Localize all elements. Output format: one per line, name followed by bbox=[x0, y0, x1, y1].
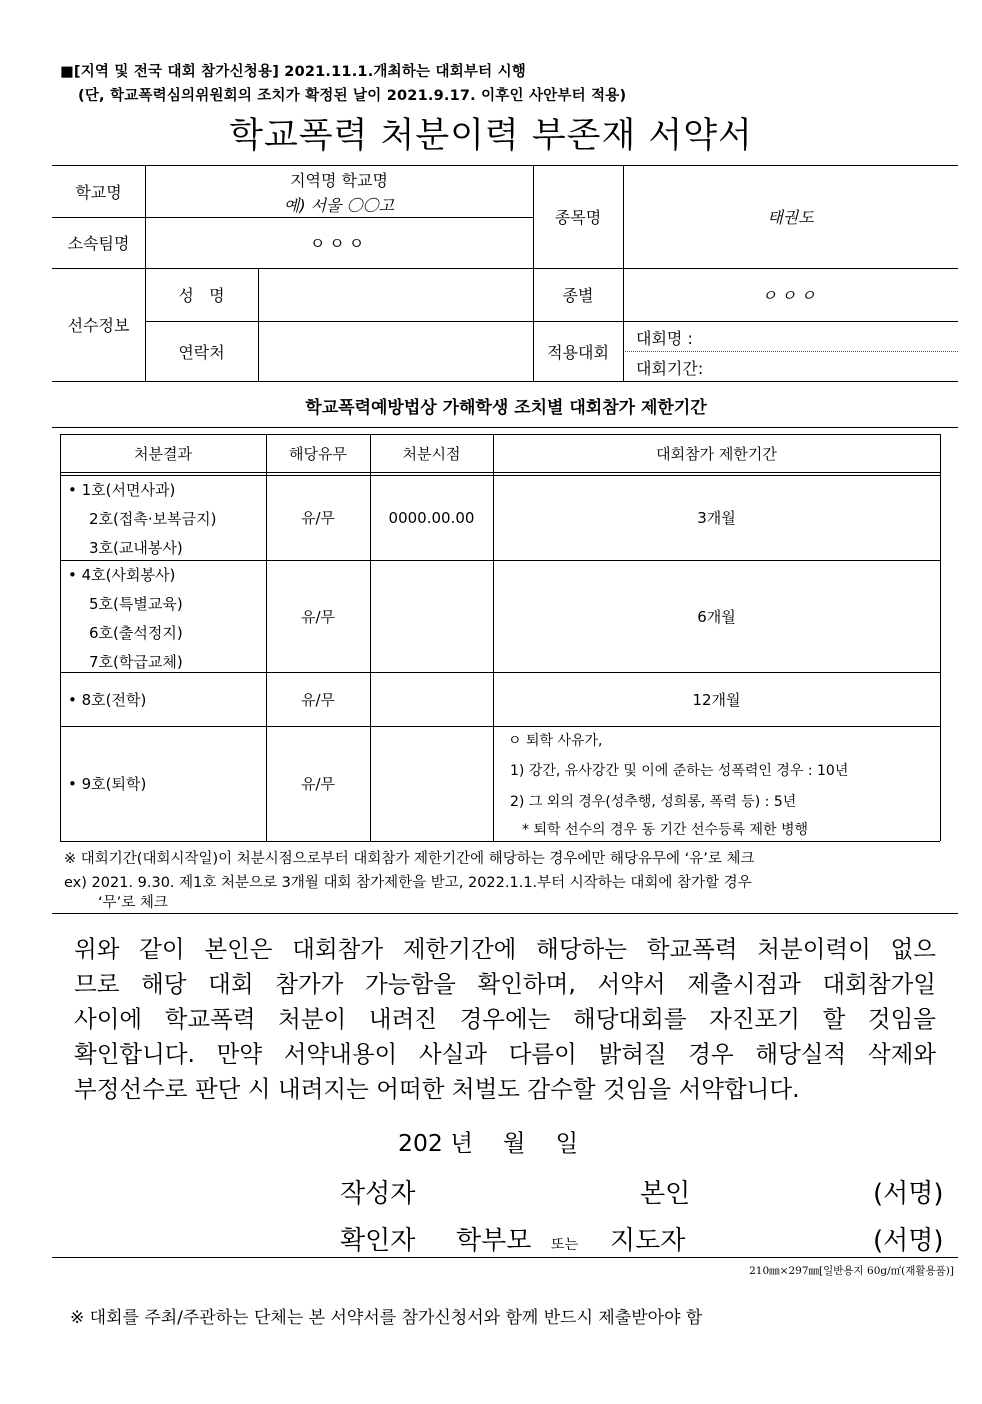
row4-period-line-2: 1) 강간, 유사강간 및 이에 준하는 성폭력인 경우 : 10년 bbox=[510, 763, 849, 779]
name-label: 성 명 bbox=[178, 286, 225, 305]
pledge-line-1: 위와 같이 본인은 대회참가 제한기간에 해당하는 학교폭력 처분이력이 없으 bbox=[74, 935, 936, 963]
note-2-line-2: ‘무’로 체크 bbox=[98, 895, 168, 911]
confirmer-label: 확인자 bbox=[340, 1226, 416, 1256]
date-line: 202 년 월 일 bbox=[398, 1129, 579, 1157]
pledge-line-2: 므로 해당 대회 참가가 가능함을 확인하며, 서약서 제출시점과 대회참가일 bbox=[74, 970, 936, 998]
bottom-note: ※ 대회를 주최/주관하는 단체는 본 서약서를 참가신청서와 함께 반드시 제출받아야 함 bbox=[70, 1308, 703, 1328]
note-1: ※ 대회기간(대회시작일)이 처분시점으로부터 대회참가 제한기간에 해당하는 경우에만 해당유무에 ‘유’로 체크 bbox=[64, 851, 755, 867]
row2-item-1: • 4호(사회봉사) bbox=[68, 566, 176, 584]
row1-period: 3개월 bbox=[697, 509, 736, 527]
restriction-section-title: 학교폭력예방법상 가해학생 조치별 대회참가 제한기간 bbox=[305, 398, 707, 418]
confirmer-parent: 학부모 bbox=[456, 1226, 532, 1256]
name-field[interactable] bbox=[258, 268, 533, 321]
notice-line-1: ■[지역 및 전국 대회 참가신청용] 2021.11.1.개최하는 대회부터 시행 bbox=[60, 64, 526, 80]
school-example: 예) 서울 〇〇고 bbox=[283, 195, 395, 215]
category-label: 종별 bbox=[562, 286, 594, 305]
category-value: ㅇㅇㅇ bbox=[761, 286, 820, 305]
athlete-info-label: 선수정보 bbox=[67, 316, 130, 335]
pledge-line-4: 확인합니다. 만약 서약내용이 사실과 다름이 밝혀질 경우 해당실적 삭제와 bbox=[74, 1040, 936, 1068]
row3-date[interactable] bbox=[370, 672, 493, 726]
competition-label: 적용대회 bbox=[547, 342, 609, 362]
confirmer-signature[interactable]: (서명) bbox=[873, 1226, 944, 1256]
row1-item-3: 3호(교내봉사) bbox=[89, 539, 183, 557]
row3-applicable[interactable]: 유/무 bbox=[300, 690, 336, 709]
row1-applicable[interactable]: 유/무 bbox=[300, 509, 336, 527]
contact-label: 연락처 bbox=[178, 342, 225, 362]
contact-field[interactable] bbox=[258, 321, 533, 381]
row2-applicable[interactable]: 유/무 bbox=[300, 607, 336, 626]
writer-role: 본인 bbox=[640, 1179, 691, 1209]
row2-date[interactable] bbox=[370, 560, 493, 672]
row4-period-line-3: 2) 그 외의 경우(성추행, 성희롱, 폭력 등) : 5년 bbox=[510, 794, 797, 810]
event-label: 종목명 bbox=[554, 208, 602, 227]
competition-name-label: 대회명 : bbox=[636, 329, 693, 348]
row4-period-line-4: * 퇴학 선수의 경우 동 기간 선수등록 제한 병행 bbox=[522, 822, 809, 838]
writer-signature[interactable]: (서명) bbox=[873, 1179, 944, 1209]
row3-period: 12개월 bbox=[692, 690, 741, 709]
school-label: 학교명 bbox=[75, 182, 122, 202]
header-date: 처분시점 bbox=[402, 444, 461, 463]
confirmer-coach: 지도자 bbox=[610, 1226, 686, 1256]
note-2-line-1: ex) 2021. 9.30. 제1호 처분으로 3개월 대회 참가제한을 받고, 2022.1.1.부터 시작하는 대회에 참가할 경우 bbox=[64, 875, 752, 891]
paper-spec: 210㎜×297㎜[일반용지 60g/㎡(재활용품)] bbox=[749, 1265, 954, 1277]
row2-item-4: 7호(학급교체) bbox=[89, 653, 183, 671]
school-hint: 지역명 학교명 bbox=[290, 170, 388, 190]
header-applicable: 해당유무 bbox=[289, 444, 347, 463]
row2-item-2: 5호(특별교육) bbox=[89, 595, 183, 613]
header-period: 대회참가 제한기간 bbox=[656, 444, 777, 463]
row3-item-1: • 8호(전학) bbox=[68, 690, 147, 709]
notice-line-2: (단, 학교폭력심의위원회의 조치가 확정된 날이 2021.9.17. 이후인 사안부터 적용) bbox=[78, 88, 627, 104]
row1-item-1: • 1호(서면사과) bbox=[68, 481, 176, 499]
writer-label: 작성자 bbox=[340, 1179, 416, 1209]
team-value: ㅇㅇㅇ bbox=[309, 234, 369, 253]
header-result: 처분결과 bbox=[134, 444, 192, 463]
page-title: 학교폭력 처분이력 부존재 서약서 bbox=[229, 116, 753, 156]
pledge-line-3: 사이에 학교폭력 처분이 내려진 경우에는 해당대회를 자진포기 할 것임을 bbox=[74, 1005, 936, 1033]
confirmer-or: 또는 bbox=[551, 1237, 579, 1253]
row1-date[interactable]: 0000.00.00 bbox=[388, 508, 475, 527]
competition-period-label: 대회기간: bbox=[636, 359, 704, 378]
pledge-line-5: 부정선수로 판단 시 내려지는 어떠한 처벌도 감수할 것임을 서약합니다. bbox=[74, 1075, 800, 1103]
row2-item-3: 6호(출석정지) bbox=[89, 624, 183, 642]
row4-applicable[interactable]: 유/무 bbox=[300, 775, 336, 793]
row2-period: 6개월 bbox=[697, 607, 736, 626]
row4-date[interactable] bbox=[370, 726, 493, 841]
row4-period-line-1: ㅇ 퇴학 사유가, bbox=[508, 733, 603, 749]
row1-item-2: 2호(접촉·보복금지) bbox=[89, 510, 217, 528]
team-label: 소속팀명 bbox=[67, 234, 130, 253]
row4-item-1: • 9호(퇴학) bbox=[68, 775, 147, 793]
event-value: 태권도 bbox=[767, 208, 814, 227]
